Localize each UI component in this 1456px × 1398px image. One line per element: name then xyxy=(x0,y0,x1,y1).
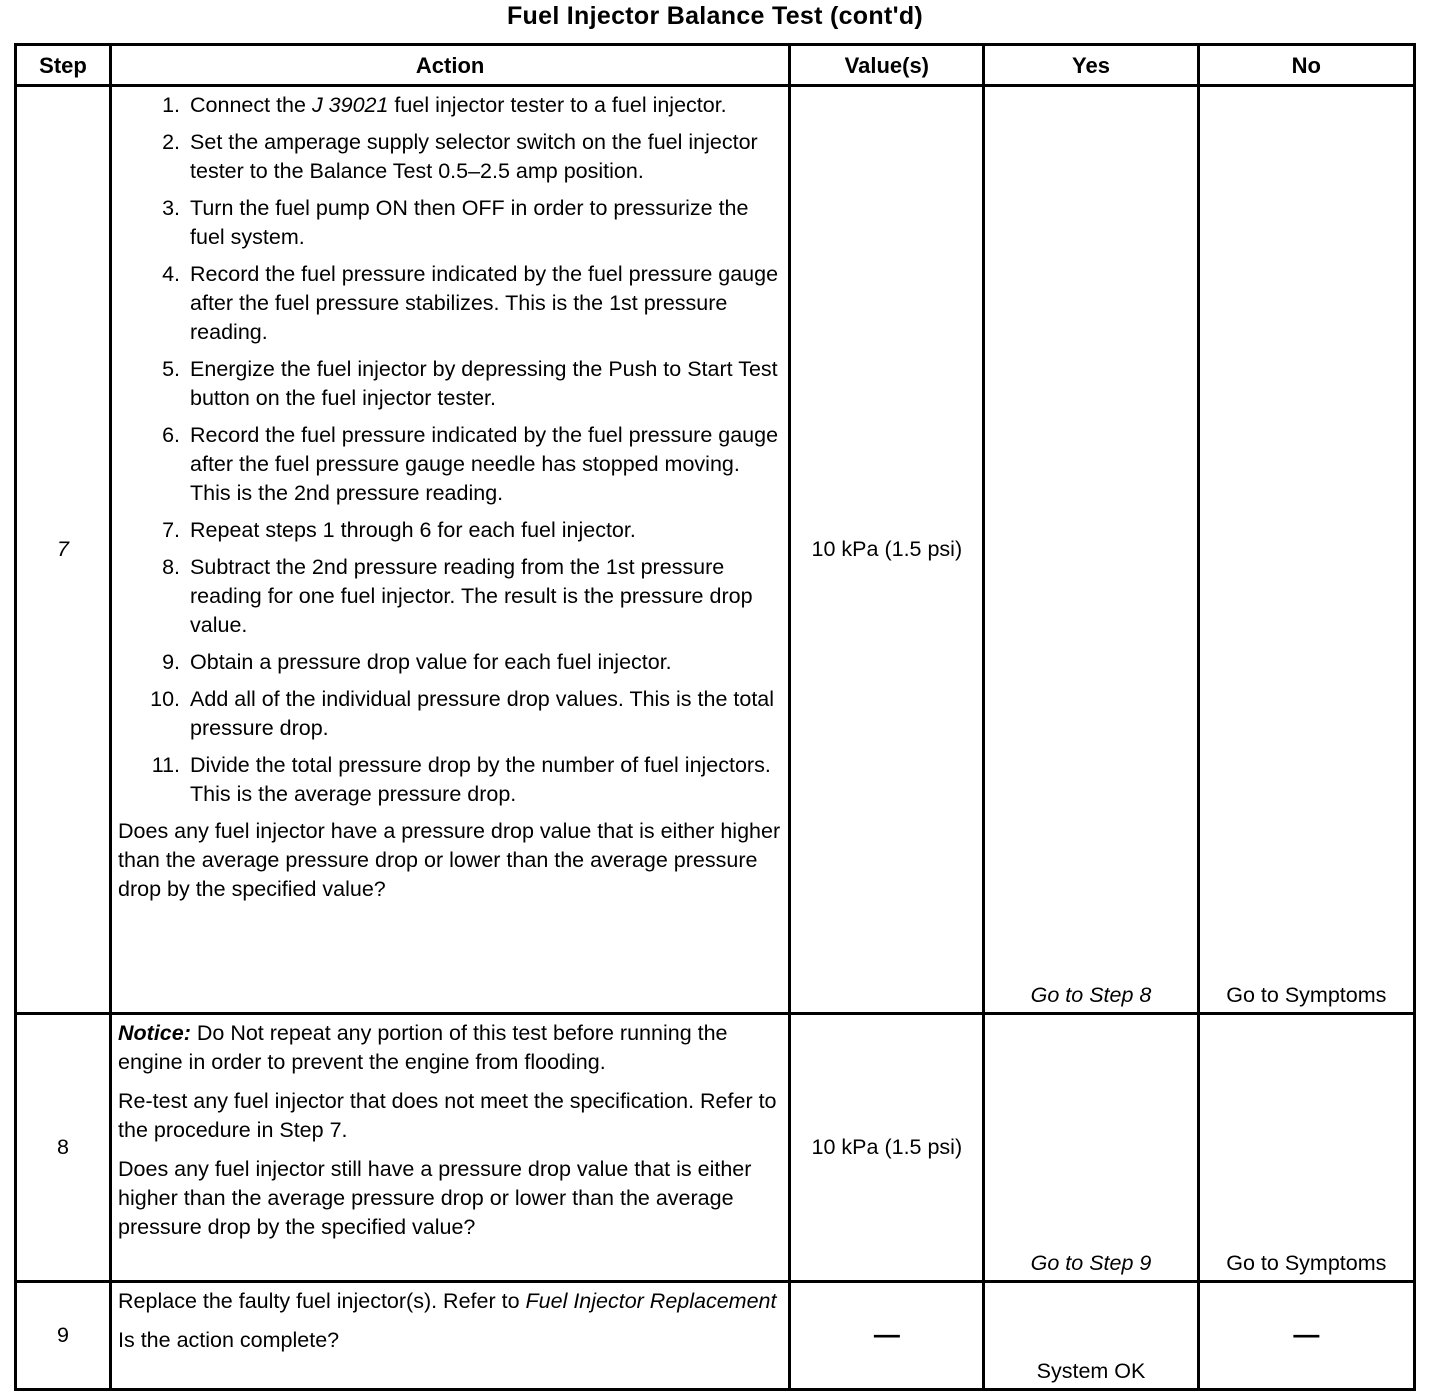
step-number: 7 xyxy=(16,86,111,1014)
notice-text: Notice: Do Not repeat any portion of this test before running the engine in order to prevent the engine from flooding. xyxy=(118,1021,728,1074)
list-item xyxy=(118,194,784,252)
header-values: Value(s) xyxy=(790,45,984,86)
action-cell xyxy=(111,86,790,1014)
value-cell: 10 kPa (1.5 psi) xyxy=(790,1014,984,1282)
step-num: 8. xyxy=(162,555,181,579)
tool-reference: J 39021 xyxy=(311,93,389,117)
list-item xyxy=(118,421,784,508)
dash-mark: — xyxy=(1293,1319,1320,1349)
list-item xyxy=(118,128,784,186)
step-num: 11. xyxy=(151,753,181,777)
step-num: 4. xyxy=(162,262,181,286)
step-text: Turn the fuel pump ON then OFF in order to pressurize the fuel system. xyxy=(190,196,749,249)
table-row xyxy=(16,86,1415,1014)
step-num: 7. xyxy=(162,518,181,542)
step-num: 3. xyxy=(162,196,181,220)
yes-cell: Go to Step 8 xyxy=(984,86,1198,1014)
yes-cell: System OK xyxy=(984,1282,1198,1390)
list-item xyxy=(118,516,784,545)
step-text: Add all of the individual pressure drop values. This is the total pressure drop. xyxy=(190,687,775,740)
list-item xyxy=(118,685,784,743)
no-cell xyxy=(1198,1282,1414,1390)
step-text: Divide the total pressure drop by the number of fuel injectors. This is the average pressure drop. xyxy=(190,753,771,806)
instruction-text: Re-test any fuel injector that does not meet the specification. Refer to the procedure in Step 7. xyxy=(118,1089,777,1142)
header-yes: Yes xyxy=(984,45,1198,86)
action-steps xyxy=(118,91,784,809)
step-text: Energize the fuel injector by depressing the Push to Start Test button on the fuel injector tester. xyxy=(190,357,778,410)
table-row xyxy=(16,1014,1415,1282)
instruction-text: Replace the faulty fuel injector(s). Refer to Fuel Injector Replacement xyxy=(118,1289,777,1313)
header-row xyxy=(16,45,1415,86)
step-text: Obtain a pressure drop value for each fuel injector. xyxy=(190,650,672,674)
list-item xyxy=(118,260,784,347)
step-num: 5. xyxy=(162,357,181,381)
table-row xyxy=(16,1282,1415,1390)
step-text: Connect the J 39021 fuel injector tester to a fuel injector. xyxy=(190,93,727,117)
list-item xyxy=(118,648,784,677)
step-number: 8 xyxy=(16,1014,111,1282)
page-title: Fuel Injector Balance Test (cont'd) xyxy=(506,2,924,30)
step-num: 9. xyxy=(162,650,181,674)
notice-label: Notice: xyxy=(118,1021,191,1045)
question-text: Is the action complete? xyxy=(118,1328,340,1352)
yes-cell: Go to Step 9 xyxy=(984,1014,1198,1282)
step-text: Subtract the 2nd pressure reading from the 1st pressure reading for one fuel injector. The result is the pressure drop value. xyxy=(190,555,753,637)
step-num: 2. xyxy=(162,130,181,154)
header-no: No xyxy=(1198,45,1414,86)
value-cell xyxy=(790,1282,984,1390)
procedure-reference: Fuel Injector Replacement xyxy=(525,1289,777,1313)
header-step: Step xyxy=(16,45,111,86)
list-item xyxy=(118,751,784,809)
step-num: 1. xyxy=(162,93,181,117)
list-item xyxy=(118,355,784,413)
no-cell: Go to Symptoms xyxy=(1198,86,1414,1014)
no-cell: Go to Symptoms xyxy=(1198,1014,1414,1282)
step-text: Record the fuel pressure indicated by the fuel pressure gauge after the fuel pressure gauge needle has stopped moving. This is the 2nd pressure reading. xyxy=(190,423,779,505)
step-num: 6. xyxy=(162,423,181,447)
action-cell xyxy=(111,1014,790,1282)
dash-mark: — xyxy=(873,1319,900,1349)
question-text: Does any fuel injector still have a pressure drop value that is either higher than the average pressure drop or lower than the average pressure drop by the specified value? xyxy=(118,1157,752,1239)
procedure-table xyxy=(14,43,1416,1391)
list-item xyxy=(118,91,784,120)
step-text: Set the amperage supply selector switch on the fuel injector tester to the Balance Test 0.5–2.5 amp position. xyxy=(190,130,758,183)
action-cell xyxy=(111,1282,790,1390)
header-action: Action xyxy=(111,45,790,86)
step-text: Repeat steps 1 through 6 for each fuel injector. xyxy=(190,518,636,542)
step-text: Record the fuel pressure indicated by the fuel pressure gauge after the fuel pressure stabilizes. This is the 1st pressure reading. xyxy=(190,262,779,344)
question-text: Does any fuel injector have a pressure drop value that is either higher than the average pressure drop or lower than the average pressure drop by the specified value? xyxy=(118,819,781,901)
step-num: 10. xyxy=(150,687,181,711)
value-cell: 10 kPa (1.5 psi) xyxy=(790,86,984,1014)
step-number: 9 xyxy=(16,1282,111,1390)
list-item xyxy=(118,553,784,640)
